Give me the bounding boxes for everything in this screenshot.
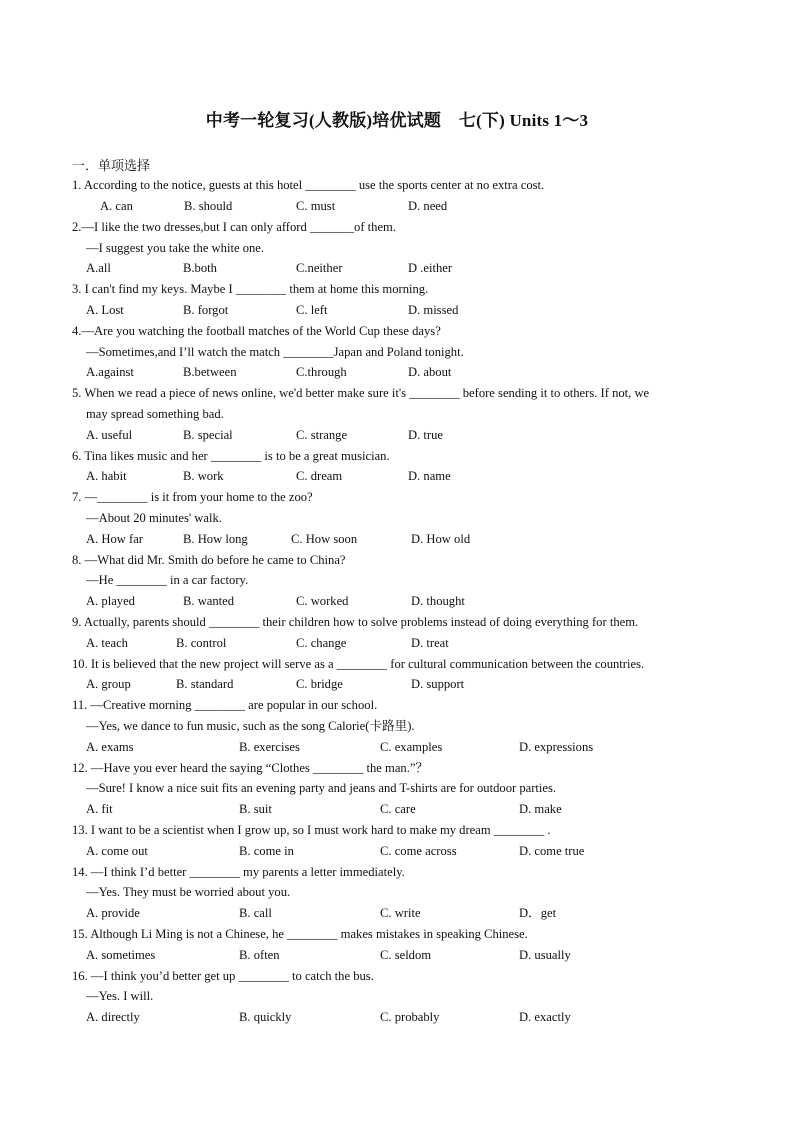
option-a: A. can	[100, 199, 133, 213]
option-d: D. treat	[411, 636, 449, 650]
option-a: A. directly	[86, 1010, 140, 1024]
option-c: C. come across	[380, 844, 457, 858]
option-b: B. standard	[176, 677, 234, 691]
option-c: C. strange	[296, 428, 348, 442]
question-10-options	[86, 676, 766, 692]
question-7-options	[86, 531, 766, 547]
question-2-options	[86, 260, 766, 276]
question-7-reply: —About 20 minutes' walk.	[86, 511, 222, 525]
question-2-stem: 2.—I like the two dresses,but I can only afford _______of them.	[72, 220, 396, 234]
question-1-options	[86, 198, 766, 214]
option-c: C. worked	[296, 594, 349, 608]
option-a: A. group	[86, 677, 131, 691]
option-d: D. thought	[411, 594, 465, 608]
option-d: D．get	[519, 906, 557, 920]
option-d: D. name	[408, 469, 451, 483]
option-a: A. provide	[86, 906, 140, 920]
option-d: D. missed	[408, 303, 459, 317]
option-b: B. call	[239, 906, 272, 920]
option-b: B. exercises	[239, 740, 300, 754]
question-2-reply: —I suggest you take the white one.	[86, 241, 265, 255]
option-b: B. How long	[183, 532, 248, 546]
question-6-stem: 6. Tina likes music and her ________ is to be a great musician.	[72, 449, 390, 463]
option-c: C. bridge	[296, 677, 343, 691]
option-c: C.neither	[296, 261, 343, 275]
question-13-options	[86, 843, 766, 859]
option-a: A. useful	[86, 428, 133, 442]
option-d: D. come true	[519, 844, 585, 858]
option-c: C. seldom	[380, 948, 432, 962]
option-b: B. forgot	[183, 303, 229, 317]
question-16-stem: 16. —I think you’d better get up ________ to catch the bus.	[72, 969, 374, 983]
option-d: D .either	[408, 261, 453, 275]
option-d: D. make	[519, 802, 562, 816]
question-8-reply: —He ________ in a car factory.	[86, 573, 249, 587]
question-3-stem: 3. I can't find my keys. Maybe I ________ them at home this morning.	[72, 282, 429, 296]
question-13-stem: 13. I want to be a scientist when I grow up, so I must work hard to make my dream ________ .	[72, 823, 551, 837]
option-a: A. played	[86, 594, 135, 608]
option-c: C. care	[380, 802, 416, 816]
option-d: D. exactly	[519, 1010, 571, 1024]
question-15-stem: 15. Although Li Ming is not a Chinese, he ________ makes mistakes in speaking Chinese.	[72, 927, 528, 941]
option-d: D. about	[408, 365, 452, 379]
question-8-options	[86, 593, 766, 609]
question-16-options	[86, 1009, 766, 1025]
question-12-stem: 12. —Have you ever heard the saying “Clothes ________ the man.”？	[72, 761, 429, 775]
question-11-stem: 11. —Creative morning ________ are popular in our school.	[72, 698, 378, 712]
question-4-reply: —Sometimes,and I’ll watch the match ________Japan and Poland tonight.	[86, 345, 464, 359]
question-14-stem: 14. —I think I’d better ________ my parents a letter immediately.	[72, 865, 405, 879]
question-14-reply: —Yes. They must be worried about you.	[86, 885, 291, 899]
question-5-stem: 5. When we read a piece of news online, we'd better make sure it's ________ before sending it to others. If not, we	[72, 386, 650, 400]
option-c: C. must	[296, 199, 336, 213]
option-c: C.through	[296, 365, 347, 379]
option-c: C. examples	[380, 740, 443, 754]
option-a: A. exams	[86, 740, 134, 754]
option-b: B. often	[239, 948, 280, 962]
section-heading: 一．单项选择	[72, 158, 151, 173]
option-a: A. How far	[86, 532, 144, 546]
option-d: D. How old	[411, 532, 471, 546]
question-3-options	[86, 302, 766, 318]
option-d: D. expressions	[519, 740, 594, 754]
question-12-options	[86, 801, 766, 817]
option-b: B. special	[183, 428, 233, 442]
option-c: C. write	[380, 906, 421, 920]
option-c: C. How soon	[291, 532, 358, 546]
question-6-options	[86, 468, 766, 484]
option-b: B. wanted	[183, 594, 235, 608]
question-8-stem: 8. —What did Mr. Smith do before he came to China?	[72, 553, 346, 567]
option-a: A. come out	[86, 844, 148, 858]
option-b: B.between	[183, 365, 237, 379]
option-b: B. suit	[239, 802, 272, 816]
question-12-reply: —Sure! I know a nice suit fits an evening party and jeans and T-shirts are for outdoor parties.	[86, 781, 557, 795]
option-d: D. true	[408, 428, 443, 442]
question-11-options	[86, 739, 766, 755]
option-a: A. sometimes	[86, 948, 156, 962]
option-b: B. quickly	[239, 1010, 292, 1024]
question-5-options	[86, 427, 766, 443]
option-a: A. teach	[86, 636, 128, 650]
question-15-options	[86, 947, 766, 963]
question-11-reply: —Yes, we dance to fun music, such as the song Calorie(卡路里).	[86, 719, 415, 733]
option-b: B. should	[184, 199, 233, 213]
question-14-options	[86, 905, 766, 921]
option-a: A.against	[86, 365, 134, 379]
question-9-stem: 9. Actually, parents should ________ their children how to solve problems instead of doing everything for them.	[72, 615, 639, 629]
option-d: D. support	[411, 677, 465, 691]
option-c: C. left	[296, 303, 328, 317]
question-10-stem: 10. It is believed that the new project will serve as a ________ for cultural communication between the countries.	[72, 657, 645, 671]
question-16-reply: —Yes. I will.	[86, 989, 154, 1003]
option-c: C. probably	[380, 1010, 440, 1024]
option-b: B. work	[183, 469, 224, 483]
option-c: C. change	[296, 636, 347, 650]
option-a: A. habit	[86, 469, 127, 483]
option-d: D. usually	[519, 948, 571, 962]
option-b: B. control	[176, 636, 227, 650]
option-b: B. come in	[239, 844, 294, 858]
option-a: A.all	[86, 261, 111, 275]
question-5-stem-continued: may spread something bad.	[86, 407, 224, 421]
option-a: A. Lost	[86, 303, 124, 317]
option-d: D. need	[408, 199, 448, 213]
question-9-options	[86, 635, 766, 651]
option-a: A. fit	[86, 802, 113, 816]
question-4-options	[86, 364, 766, 380]
option-c: C. dream	[296, 469, 343, 483]
question-1-stem: 1. According to the notice, guests at this hotel ________ use the sports center at no extra cost.	[72, 178, 545, 192]
question-7-stem: 7. —________ is it from your home to the zoo?	[72, 490, 313, 504]
option-b: B.both	[183, 261, 217, 275]
question-4-stem: 4.—Are you watching the football matches of the World Cup these days?	[72, 324, 441, 338]
exam-title: 中考一轮复习(人教版)培优试题 七(下) Units 1～3	[205, 111, 589, 130]
